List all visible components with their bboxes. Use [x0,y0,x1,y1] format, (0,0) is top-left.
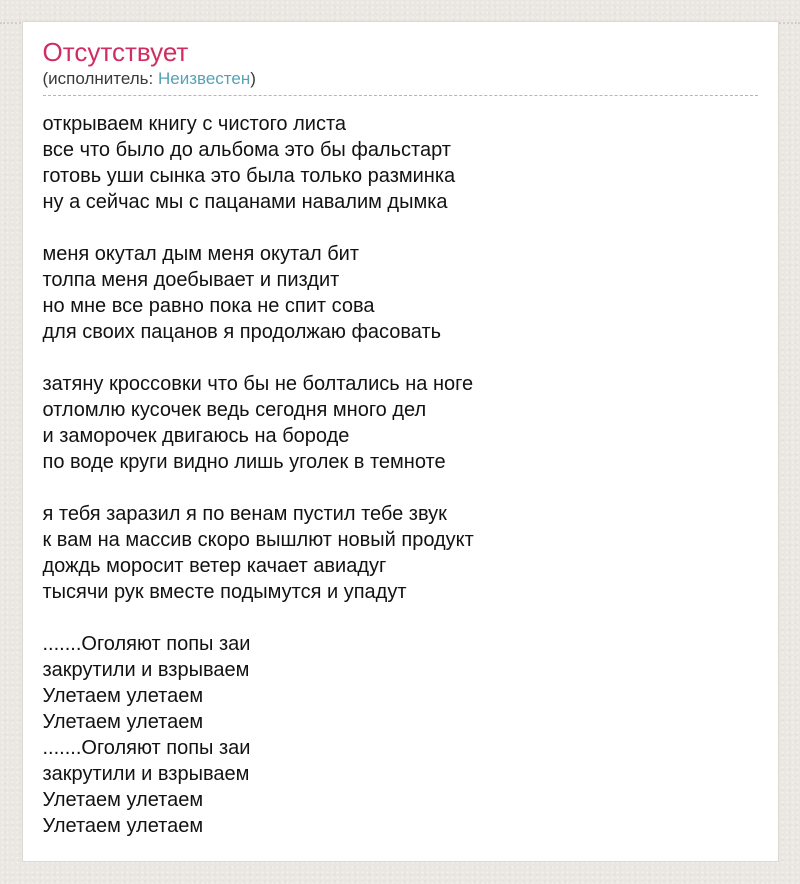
lyrics-text [43,111,758,839]
stanza [43,241,758,345]
stanza [43,501,758,605]
lyric-line: я тебя заразил я по венам пустил тебе звук [42,503,447,525]
artist-suffix: ) [250,69,256,88]
lyric-line: открываем книгу с чистого листа [42,113,347,135]
lyric-line: для своих пацанов я продолжаю фасовать [42,321,442,343]
lyric-line: Улетаем улетаем [42,789,204,811]
lyric-line: по воде круги видно лишь уголек в темноте [42,451,446,473]
stanza [43,631,758,839]
lyric-line: дождь моросит ветер качает авиадуг [42,555,387,577]
lyric-line: к вам на массив скоро вышлют новый продукт [42,529,474,551]
lyric-line: но мне все равно пока не спит сова [42,295,375,317]
lyrics-card [22,21,779,862]
lyric-line: готовь уши сынка это была только разминка [42,165,456,187]
lyric-line: .......Оголяют попы заи [42,633,251,655]
lyric-line: затяну кроссовки что бы не болтались на ноге [42,373,474,395]
stanza [43,111,758,215]
lyric-line: меня окутал дым меня окутал бит [42,243,360,265]
lyric-line: и заморочек двигаюсь на бороде [42,425,350,447]
lyric-line: закрутили и взрываем [42,763,250,785]
lyric-line: Улетаем улетаем [42,711,204,733]
lyric-line: Улетаем улетаем [42,685,204,707]
artist-line [43,68,758,96]
artist-link[interactable]: Неизвестен [157,69,251,88]
lyric-line: толпа меня доебывает и пиздит [42,269,340,291]
lyric-line: отломлю кусочек ведь сегодня много дел [42,399,427,421]
lyric-line: тысячи рук вместе подымутся и упадут [42,581,407,603]
stanza [43,371,758,475]
lyric-line: ну а сейчас мы с пацанами навалим дымка [42,191,448,213]
page-background [0,21,800,884]
page-title: Отсутствует [42,37,189,67]
lyric-line: все что было до альбома это бы фальстарт [42,139,451,161]
lyric-line: закрутили и взрываем [42,659,250,681]
lyric-line: Улетаем улетаем [42,815,204,837]
lyric-line: .......Оголяют попы заи [42,737,251,759]
artist-prefix: (исполнитель: [42,69,158,88]
